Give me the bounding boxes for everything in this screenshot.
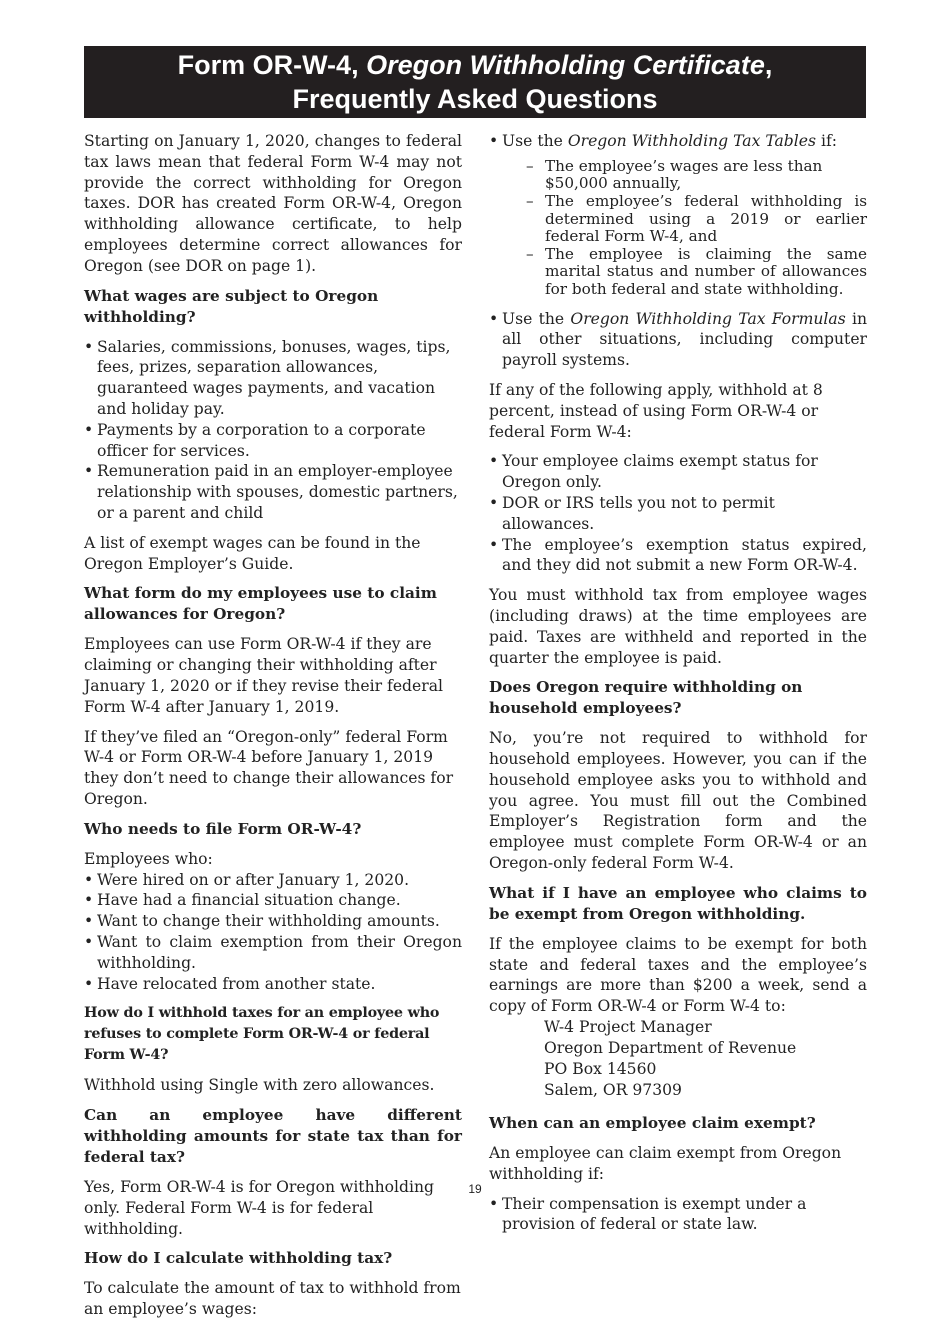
question-household-employees: Does Oregon require withholding on household employees? [489, 678, 803, 718]
eight-percent-list [489, 451, 867, 576]
address-line: Salem, OR 97309 [544, 1081, 682, 1100]
list-item: • Payments by a corporation to a corporate officer for services. [84, 420, 462, 462]
address-line: W-4 Project Manager [544, 1018, 712, 1037]
calculate-tax-answer: To calculate the amount of tax to withhold from an employee’s wages: [84, 1279, 461, 1319]
page-header-banner [84, 46, 866, 118]
intro-paragraph: Starting on January 1, 2020, changes to federal tax laws mean that federal Form W-4 may not provide the correct withholding for Oregon taxes. DOR has created Form OR-W-4, Oregon withholding allowance certificate, to help employees determine correct allowances for Oregon (see DOR on page 1). [84, 132, 462, 275]
question-wages-subject: What wages are subject to Oregon withholding? [84, 286, 379, 326]
page-title: Form OR-W-4, Oregon Withholding Certificate, [177, 50, 773, 80]
list-item: • Have had a financial situation change. [84, 890, 462, 911]
page-subtitle: Frequently Asked Questions [292, 84, 658, 114]
tables-conditions-list [489, 158, 867, 299]
different-amounts-answer: Yes, Form OR-W-4 is for Oregon withholding only. Federal Form W-4 is for federal withholding. [84, 1178, 435, 1238]
question-when-exempt: When can an employee claim exempt? [489, 1114, 816, 1133]
question-which-form: What form do my employees use to claim allowances for Oregon? [84, 584, 437, 624]
list-item: • Want to change their withholding amounts. [84, 911, 462, 932]
left-column [84, 131, 462, 1329]
list-item: • Have relocated from another state. [84, 974, 462, 995]
household-employees-answer: No, you’re not required to withhold for household employees. However, you can if the household employee asks you to withhold and you agree. You must fill out the Combined Employer’s Registration form and the employee must complete Form OR-W-4 or an Oregon-only federal Form W-4. [489, 729, 867, 873]
mailing-address [489, 1017, 867, 1101]
list-item: • Your employee claims exempt status for Oregon only. [489, 451, 867, 493]
page-number: 19 [468, 1182, 482, 1196]
which-form-answer-1: Employees can use Form OR-W-4 if they are claiming or changing their withholding after January 1, 2020 or if they revise their federal Form W-4 after January 1, 2019. [84, 635, 443, 716]
wages-list [84, 337, 462, 524]
address-line: PO Box 14560 [544, 1060, 657, 1079]
question-who-files: Who needs to file Form OR-W-4? [84, 819, 362, 838]
question-refuses-form: How do I withhold taxes for an employee who refuses to complete Form OR-W-4 or federal Form W-4? [84, 1005, 440, 1064]
must-withhold-paragraph: You must withhold tax from employee wages (including draws) at the time employees are paid. Taxes are withheld and reported in the quarter the employee is paid. [489, 586, 867, 667]
list-item: • DOR or IRS tells you not to permit allowances. [489, 493, 867, 535]
exempt-wages-note: A list of exempt wages can be found in the Oregon Employer’s Guide. [84, 533, 421, 573]
when-exempt-list [489, 1194, 867, 1236]
question-calculate-tax: How do I calculate withholding tax? [84, 1249, 393, 1268]
list-item: • Remuneration paid in an employer-employee relationship with spouses, domestic partners, or a parent and child [84, 461, 462, 523]
formulas-method [489, 309, 867, 371]
list-item: – The employee is claiming the same marital status and number of allowances for both federal and state withholding. [526, 246, 867, 299]
question-different-amounts: Can an employee have different withholding amounts for state tax than for federal tax? [84, 1106, 462, 1167]
address-line: Oregon Department of Revenue [544, 1039, 797, 1058]
tables-method [489, 131, 867, 152]
list-item: • Were hired on or after January 1, 2020. [84, 870, 462, 891]
list-item: • The employee’s exemption status expired, and they did not submit a new Form OR-W-4. [489, 535, 867, 577]
who-files-list [84, 870, 462, 995]
which-form-answer-2: If they’ve filed an “Oregon-only” federal Form W-4 or Form OR-W-4 before January 1, 2019 they don’t need to change their allowances for Oregon. [84, 727, 454, 808]
claims-exempt-answer: If the employee claims to be exempt for both state and federal taxes and the employee’s earnings are more than $200 a week, send a copy of Form OR-W-4 or Form W-4 to: [489, 934, 867, 1016]
right-column [489, 131, 867, 1244]
refuses-form-answer: Withhold using Single with zero allowances. [84, 1076, 435, 1095]
list-item: • Their compensation is exempt under a provision of federal or state law. [489, 1194, 867, 1236]
question-claims-exempt: What if I have an employee who claims to be exempt from Oregon withholding. [489, 883, 867, 923]
list-item: – The employee’s federal withholding is determined using a 2019 or earlier federal Form W-4, and [526, 193, 867, 246]
eight-percent-paragraph: If any of the following apply, withhold at 8 percent, instead of using Form OR-W-4 or federal Form W-4: [489, 380, 823, 441]
list-item: • Use the Oregon Withholding Tax Formulas in all other situations, including computer payroll systems. [489, 309, 867, 371]
list-item: • Use the Oregon Withholding Tax Tables if: [489, 131, 867, 152]
list-item: – The employee’s wages are less than $50,000 annually, [526, 158, 867, 193]
when-exempt-answer: An employee can claim exempt from Oregon withholding if: [489, 1144, 842, 1183]
list-item: • Want to claim exemption from their Oregon withholding. [84, 932, 462, 974]
list-item: • Salaries, commissions, bonuses, wages, tips, fees, prizes, separation allowances, guaranteed wages payments, and vacation and holiday pay. [84, 337, 462, 420]
who-files-lead: Employees who: [84, 849, 213, 868]
